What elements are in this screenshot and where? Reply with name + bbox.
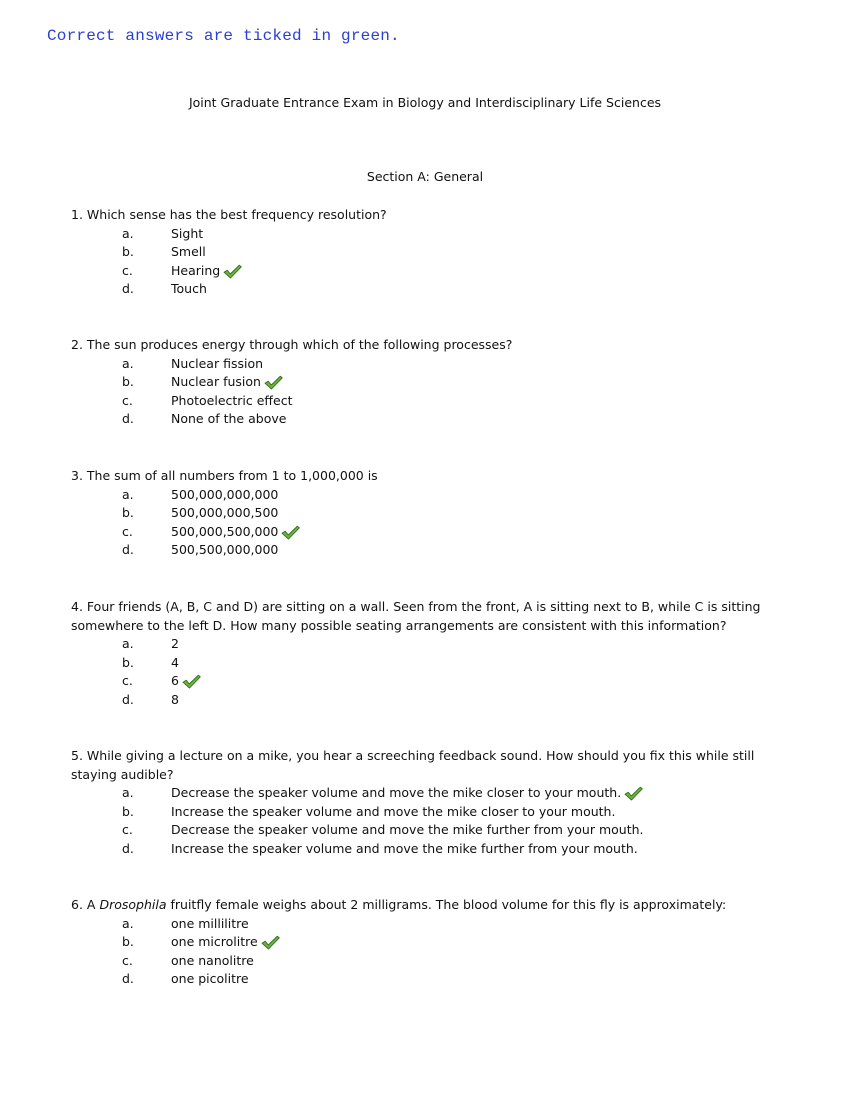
option-text: None of the above bbox=[171, 411, 287, 427]
option-text: Nuclear fusion bbox=[171, 374, 261, 390]
option-a bbox=[71, 784, 783, 803]
option-text: Decrease the speaker volume and move the mike closer to your mouth. bbox=[171, 785, 622, 801]
option-text: Decrease the speaker volume and move the mike further from your mouth. bbox=[171, 822, 644, 838]
question-prompt: Which sense has the best frequency resolution? bbox=[86, 207, 387, 222]
green-check-icon bbox=[223, 264, 242, 279]
option-text: Increase the speaker volume and move the mike closer to your mouth. bbox=[171, 803, 616, 819]
option-letter: b. bbox=[122, 654, 134, 670]
option-letter: b. bbox=[122, 934, 134, 950]
option-letter: d. bbox=[122, 542, 134, 558]
option-text: 500,000,000,000 bbox=[171, 486, 279, 502]
answer-options bbox=[71, 355, 783, 429]
question-6 bbox=[71, 896, 783, 989]
option-c bbox=[71, 672, 783, 691]
question-prompt: While giving a lecture on a mike, you hear a screeching feedback sound. How should you fix this while still staying audible? bbox=[71, 748, 755, 782]
green-check-icon bbox=[264, 375, 283, 390]
option-letter: d. bbox=[122, 691, 134, 707]
option-text: Smell bbox=[171, 244, 206, 260]
option-text: one picolitre bbox=[171, 971, 249, 987]
question-prompt-end: fruitfly female weighs about 2 milligrams. The blood volume for this fly is approximately: bbox=[170, 897, 727, 912]
option-d bbox=[71, 280, 783, 299]
option-letter: c. bbox=[122, 673, 133, 689]
option-letter: a. bbox=[122, 225, 134, 241]
option-letter: d. bbox=[122, 971, 134, 987]
question-text bbox=[71, 747, 783, 784]
option-b bbox=[71, 243, 783, 262]
option-a bbox=[71, 486, 783, 505]
option-d bbox=[71, 541, 783, 560]
question-5 bbox=[71, 747, 783, 859]
option-letter: a. bbox=[122, 915, 134, 931]
question-number: 1. bbox=[71, 207, 83, 222]
option-b bbox=[71, 654, 783, 673]
option-c bbox=[71, 952, 783, 971]
option-text: Nuclear fission bbox=[171, 355, 264, 371]
option-text: one millilitre bbox=[171, 915, 249, 931]
green-check-icon bbox=[182, 674, 201, 689]
option-letter: a. bbox=[122, 785, 134, 801]
option-letter: b. bbox=[122, 803, 134, 819]
question-text bbox=[71, 467, 783, 486]
option-c bbox=[71, 523, 783, 542]
answer-options bbox=[71, 486, 783, 560]
option-letter: d. bbox=[122, 411, 134, 427]
question-prompt-start: A bbox=[86, 897, 96, 912]
question-3 bbox=[71, 467, 783, 560]
question-text bbox=[71, 598, 783, 635]
option-letter: c. bbox=[122, 392, 133, 408]
option-letter: a. bbox=[122, 486, 134, 502]
option-d bbox=[71, 840, 783, 859]
option-letter: a. bbox=[122, 355, 134, 371]
question-1 bbox=[71, 206, 783, 299]
option-text: Photoelectric effect bbox=[171, 392, 293, 408]
question-prompt: The sun produces energy through which of the following processes? bbox=[86, 337, 513, 352]
answer-options bbox=[71, 635, 783, 709]
option-text: 8 bbox=[171, 691, 179, 707]
option-a bbox=[71, 355, 783, 374]
option-c bbox=[71, 262, 783, 281]
option-c bbox=[71, 392, 783, 411]
option-b bbox=[71, 373, 783, 392]
question-text bbox=[71, 896, 783, 915]
option-text: 500,000,000,500 bbox=[171, 505, 279, 521]
question-4 bbox=[71, 598, 783, 710]
option-letter: b. bbox=[122, 374, 134, 390]
option-text: 4 bbox=[171, 654, 179, 670]
question-number: 3. bbox=[71, 468, 83, 483]
option-letter: d. bbox=[122, 281, 134, 297]
option-letter: c. bbox=[122, 822, 133, 838]
answer-options bbox=[71, 225, 783, 299]
question-prompt: The sum of all numbers from 1 to 1,000,000 is bbox=[86, 468, 378, 483]
option-letter: a. bbox=[122, 636, 134, 652]
option-text: 2 bbox=[171, 636, 179, 652]
answer-key-note: Correct answers are ticked in green. bbox=[47, 27, 400, 45]
question-2 bbox=[71, 336, 783, 429]
option-text: 500,000,500,000 bbox=[171, 523, 279, 539]
green-check-icon bbox=[261, 935, 280, 950]
option-text: Touch bbox=[171, 281, 207, 297]
option-a bbox=[71, 915, 783, 934]
option-b bbox=[71, 504, 783, 523]
question-number: 2. bbox=[71, 337, 83, 352]
exam-title: Joint Graduate Entrance Exam in Biology and Interdisciplinary Life Sciences bbox=[188, 95, 662, 110]
option-letter: c. bbox=[122, 262, 133, 278]
option-text: 6 bbox=[171, 673, 179, 689]
question-number: 5. bbox=[71, 748, 83, 763]
green-check-icon bbox=[281, 525, 300, 540]
option-d bbox=[71, 410, 783, 429]
question-prompt: Four friends (A, B, C and D) are sitting on a wall. Seen from the front, A is sitting next to B, while C is sitting somewhere to the left D. How many possible seating arrangements are consistent with this information? bbox=[71, 599, 761, 633]
option-a bbox=[71, 635, 783, 654]
question-number: 4. bbox=[71, 599, 83, 614]
option-d bbox=[71, 970, 783, 989]
option-letter: c. bbox=[122, 952, 133, 968]
option-letter: b. bbox=[122, 505, 134, 521]
option-d bbox=[71, 691, 783, 710]
option-text: one nanolitre bbox=[171, 952, 254, 968]
green-check-icon bbox=[624, 786, 643, 801]
species-name: Drosophila bbox=[99, 897, 167, 912]
answer-options bbox=[71, 915, 783, 989]
question-number: 6. bbox=[71, 897, 83, 912]
answer-options bbox=[71, 784, 783, 858]
option-b bbox=[71, 933, 783, 952]
option-text: Sight bbox=[171, 225, 204, 241]
option-text: Hearing bbox=[171, 262, 221, 278]
option-text: one microlitre bbox=[171, 934, 258, 950]
option-a bbox=[71, 225, 783, 244]
option-letter: c. bbox=[122, 523, 133, 539]
question-text bbox=[71, 336, 783, 355]
option-c bbox=[71, 821, 783, 840]
section-heading: Section A: General bbox=[366, 169, 484, 184]
option-letter: d. bbox=[122, 840, 134, 856]
question-text bbox=[71, 206, 783, 225]
option-b bbox=[71, 803, 783, 822]
option-letter: b. bbox=[122, 244, 134, 260]
option-text: 500,500,000,000 bbox=[171, 542, 279, 558]
option-text: Increase the speaker volume and move the mike further from your mouth. bbox=[171, 840, 638, 856]
